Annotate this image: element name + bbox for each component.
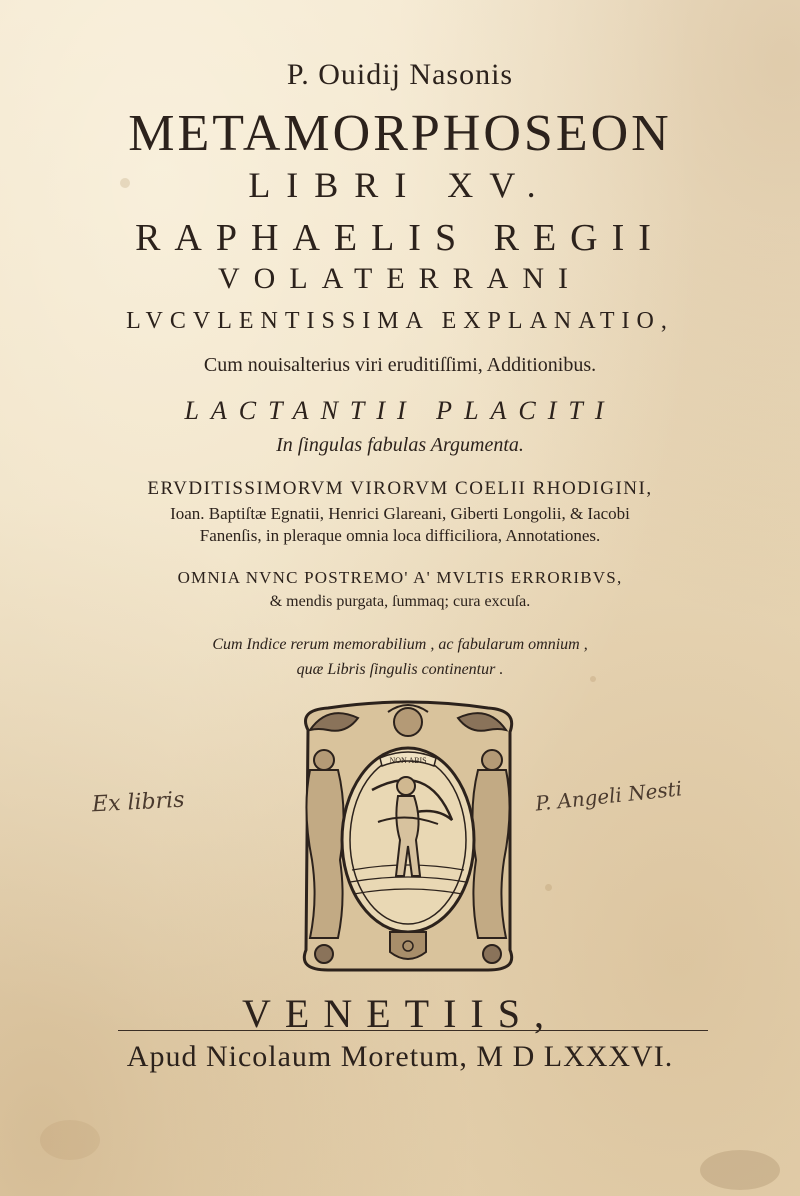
foxing-spot <box>40 1120 100 1160</box>
divider-rule <box>118 1030 708 1031</box>
index-line-1: Cum Indice rerum memorabilium , ac fabularum omnium , <box>212 636 588 653</box>
handwritten-note-right: P. Angeli Nesti <box>534 776 684 816</box>
additions-line: Cum nouisalterius viri eruditiſſimi, Additionibus. <box>203 354 597 376</box>
annotators-line-1: ERVDITISSIMORVM VIRORVM COELII RHODIGINI, <box>147 478 653 499</box>
corrections-line-2: & mendis purgata, ſummaq; cura excuſa. <box>269 593 531 610</box>
foxing-spot <box>700 1150 780 1190</box>
printers-device-woodcut-icon <box>288 700 528 976</box>
commentator-name: RAPHAELIS REGII <box>135 217 665 259</box>
imprint-line: Apud Nicolaum Moretum, M D LXXXVI. <box>126 1040 674 1073</box>
foxing-spot <box>545 884 552 891</box>
books-count: LIBRI XV. <box>248 165 552 205</box>
arguments-line: In ſingulas fabulas Argumenta. <box>276 434 524 456</box>
author-line: P. Ouidij Nasonis <box>286 58 514 91</box>
place-of-printing: VENETIIS, <box>242 991 558 1036</box>
work-title: METAMORPHOSEON <box>128 105 672 162</box>
commentator-origin: VOLATERRANI <box>218 262 582 295</box>
index-line-2: quæ Libris ſingulis continentur . <box>296 661 504 678</box>
annotators-line-2: Ioan. Baptiſtæ Egnatii, Henrici Glareani, Giberti Longolii, & Iacobi <box>170 504 630 523</box>
annotators-line-3: Fanenſis, in pleraque omnia loca difficiliora, Annotationes. <box>199 526 601 545</box>
device-motto: NON ABIS <box>389 756 427 765</box>
handwritten-note-left: Ex libris <box>91 787 186 818</box>
corrections-line-1: OMNIA NVNC POSTREMO' A' MVLTIS ERRORIBVS, <box>177 568 623 587</box>
lactantius-line: LACTANTII PLACITI <box>184 396 616 425</box>
explanation-line: LVCVLENTISSIMA EXPLANATIO, <box>126 308 674 334</box>
